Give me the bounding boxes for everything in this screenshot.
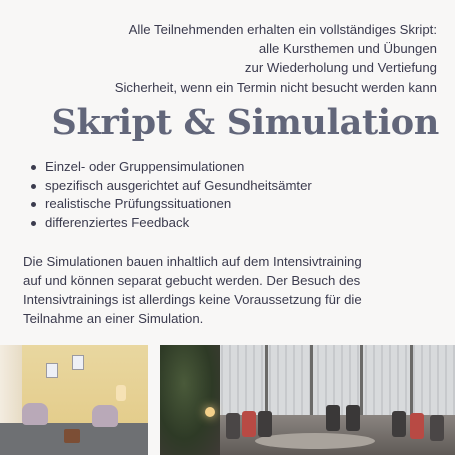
- chair: [392, 411, 406, 437]
- chair: [346, 405, 360, 431]
- page-title: Skript & Simulation: [51, 102, 439, 143]
- intro-line: alle Kursthemen und Übungen: [258, 41, 437, 57]
- plant: [160, 345, 220, 455]
- intro-text: [17, 20, 437, 97]
- list-item: realistische Prüfungssituationen: [30, 195, 312, 214]
- description-line: Intensivtrainings ist allerdings keine Voraussetzung für die: [23, 292, 362, 307]
- side-table: [64, 429, 80, 443]
- list-item: differenziertes Feedback: [30, 214, 312, 233]
- chair: [430, 415, 444, 441]
- chair: [242, 411, 256, 437]
- window-mullion: [360, 345, 363, 415]
- intro-line: zur Wiederholung und Vertiefung: [244, 60, 437, 76]
- room-photo-yellow: [0, 345, 148, 455]
- chair: [326, 405, 340, 431]
- armchair: [22, 403, 48, 425]
- window-mullion: [265, 345, 268, 415]
- list-item: Einzel- oder Gruppensimulationen: [30, 158, 312, 177]
- picture-frame: [46, 363, 58, 378]
- lamp: [205, 407, 215, 417]
- description: [23, 252, 441, 328]
- description-line: Teilnahme an einer Simulation.: [23, 311, 204, 326]
- window-mullion: [310, 345, 313, 415]
- armchair: [92, 405, 118, 427]
- description-line: auf und können separat gebucht werden. Der Besuch des: [23, 273, 361, 288]
- photo-window: [0, 345, 22, 425]
- chair: [226, 413, 240, 439]
- intro-line: Sicherheit, wenn ein Termin nicht besucht werden kann: [114, 79, 437, 95]
- rug: [255, 433, 375, 449]
- chair: [258, 411, 272, 437]
- lamp: [116, 385, 126, 401]
- intro-line: Alle Teilnehmenden erhalten ein vollständiges Skript:: [128, 22, 437, 37]
- chair: [410, 413, 424, 439]
- room-photo-training: [160, 345, 455, 455]
- picture-frame: [72, 355, 84, 370]
- window-mullion: [410, 345, 413, 415]
- list-item: spezifisch ausgerichtet auf Gesundheitsämter: [30, 177, 312, 196]
- feature-list: [30, 158, 312, 232]
- description-line: Die Simulationen bauen inhaltlich auf dem Intensivtraining: [23, 254, 362, 269]
